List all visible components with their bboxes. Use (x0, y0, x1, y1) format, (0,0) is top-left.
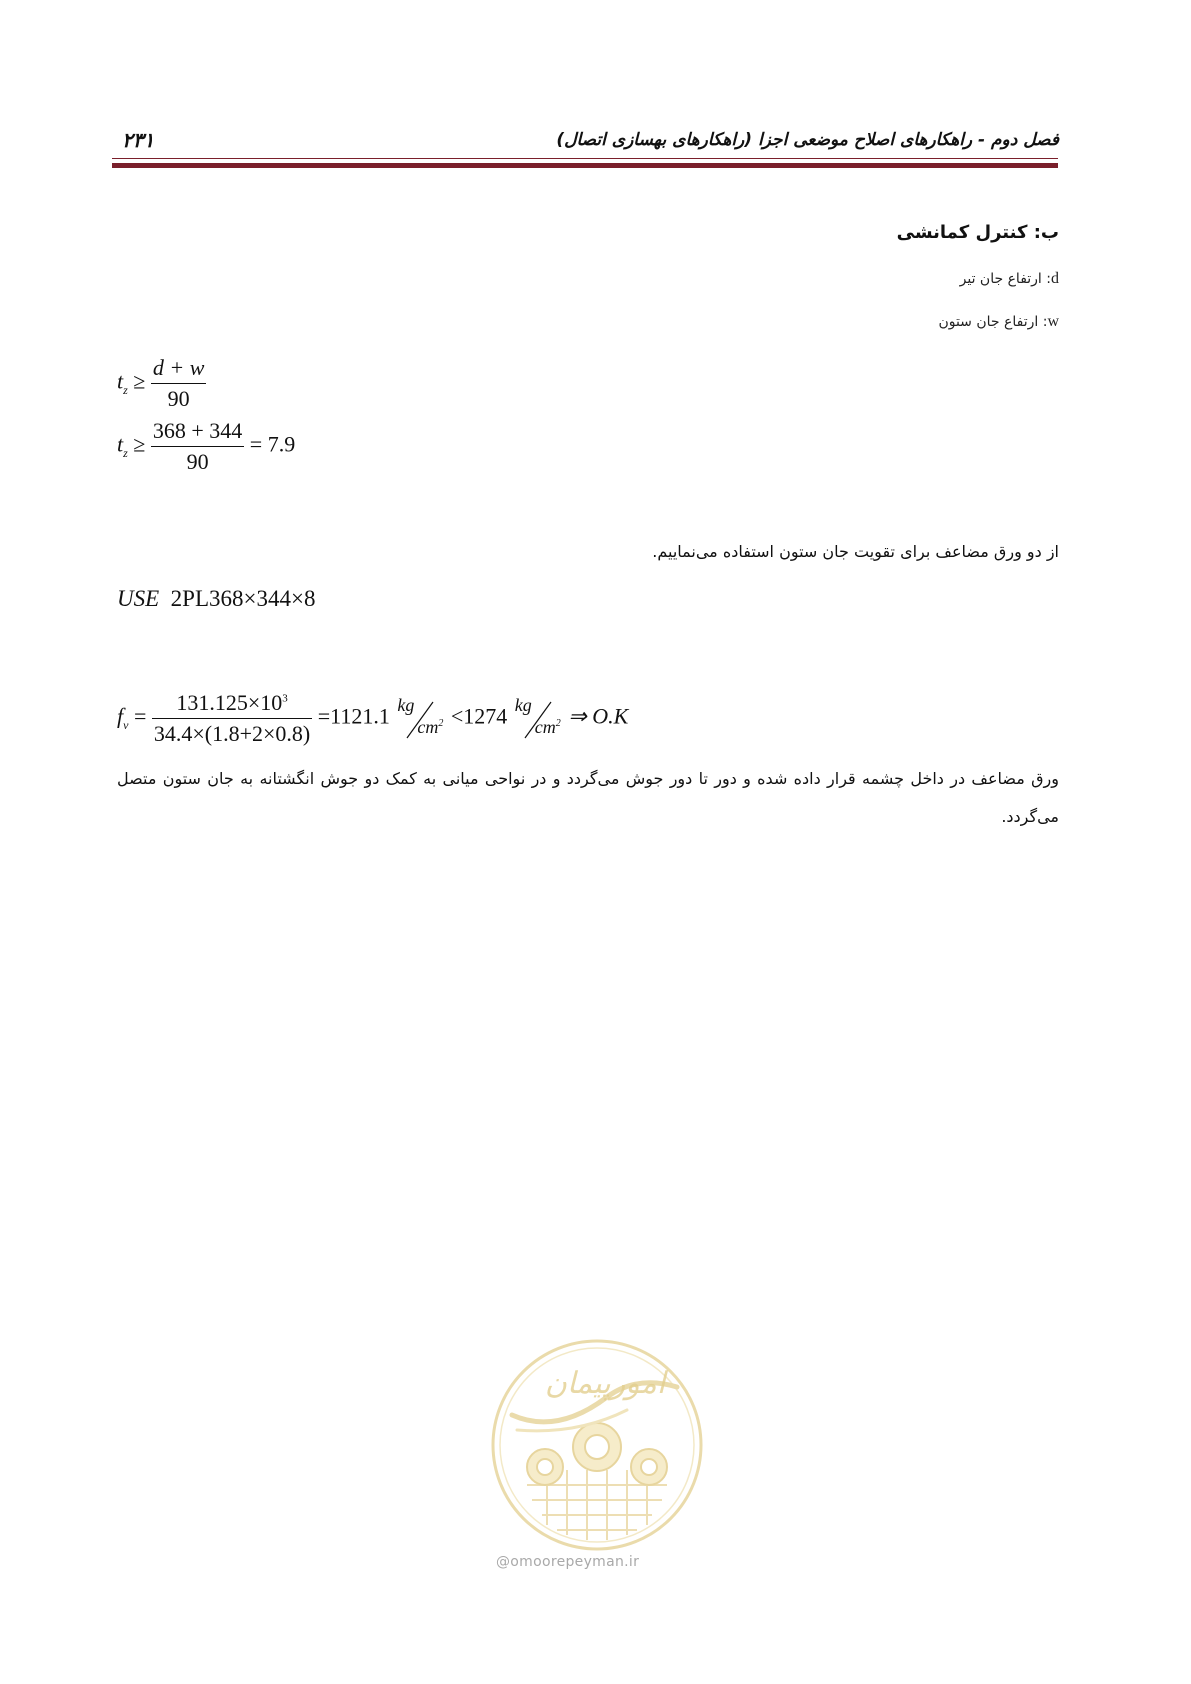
unit-bottom-text: cm (417, 716, 439, 737)
eq2-op: ≥ (133, 431, 146, 457)
eq2-numerator: 368 + 344 (151, 418, 244, 447)
paragraph-2: ورق مضاعف در داخل چشمه قرار داده شده و دور تا دور جوش می‌گردد و در نواحی میانی به کمک دو جوش انگشتانه به جان ستون متصل می‌گردد. (117, 769, 1059, 826)
eq2-result: = 7.9 (249, 431, 296, 457)
eq3-op: = (133, 703, 147, 729)
equation-2 (117, 418, 295, 475)
eq1-denominator: 90 (167, 386, 190, 411)
eq3-num-exp: 3 (282, 692, 288, 705)
unit-bottom (417, 717, 443, 738)
running-title: فصل دوم - راهکارهای اصلاح موضعی اجزا (راهکارهای بهسازی اتصال) (556, 130, 1059, 150)
eq1-lhs: t (117, 368, 124, 394)
definition-d (960, 270, 1059, 288)
unit-kg-per-cm2 (395, 694, 445, 739)
equation-1 (117, 355, 206, 412)
eq3-numerator (152, 690, 312, 719)
eq3-num-base: 131.125×10 (176, 690, 283, 715)
eq2-lhs: t (117, 431, 124, 457)
eq1-fraction (151, 355, 207, 412)
use-spec: 2PL368×344×8 (170, 586, 316, 611)
eq3-denominator: 34.4×(1.8+2×0.8) (153, 721, 311, 746)
eq3-compare: <1274 (450, 703, 508, 729)
section-heading: ب: کنترل کمانشی (896, 222, 1059, 243)
paragraph-1: از دو ورق مضاعف برای تقویت جان ستون استفاده می‌نماییم. (652, 542, 1059, 561)
watermark-url: @omoorepeyman.ir (496, 1554, 640, 1570)
eq1-op: ≥ (133, 368, 146, 394)
definition-w (938, 313, 1059, 331)
eq3-conclusion: ⇒ O.K (568, 703, 629, 729)
equation-3 (117, 690, 628, 747)
use-prefix: USE (117, 586, 160, 611)
unit-exp: 2 (438, 717, 444, 729)
eq3-lhs: f (117, 703, 124, 729)
unit-bottom (535, 717, 561, 738)
header-rule-thick (112, 163, 1058, 168)
eq3-value: =1121.1 (317, 703, 390, 729)
unit-bottom-text: cm (534, 716, 556, 737)
definition-var: d (1051, 270, 1059, 287)
eq3-sub: v (123, 717, 129, 732)
definition-text: : ارتفاع جان ستون (938, 314, 1048, 330)
page-number: ۲۳۱ (122, 128, 155, 152)
unit-exp: 2 (555, 717, 561, 729)
eq2-fraction (151, 418, 244, 475)
unit-top: kg (514, 694, 532, 715)
definition-var: w (1047, 313, 1059, 330)
header-rule-thin (112, 158, 1058, 159)
use-line (117, 586, 315, 612)
watermark-logo-icon (487, 1335, 707, 1555)
eq2-sub: z (123, 445, 128, 460)
unit-kg-per-cm2-2 (513, 694, 563, 739)
watermark-logo-text: امورپیمان (544, 1366, 666, 1401)
eq1-numerator: d + w (151, 355, 207, 384)
eq1-sub: z (123, 382, 128, 397)
definition-text: : ارتفاع جان تیر (959, 271, 1051, 287)
unit-top: kg (397, 694, 415, 715)
eq3-fraction (152, 690, 312, 747)
eq2-denominator: 90 (186, 449, 209, 474)
